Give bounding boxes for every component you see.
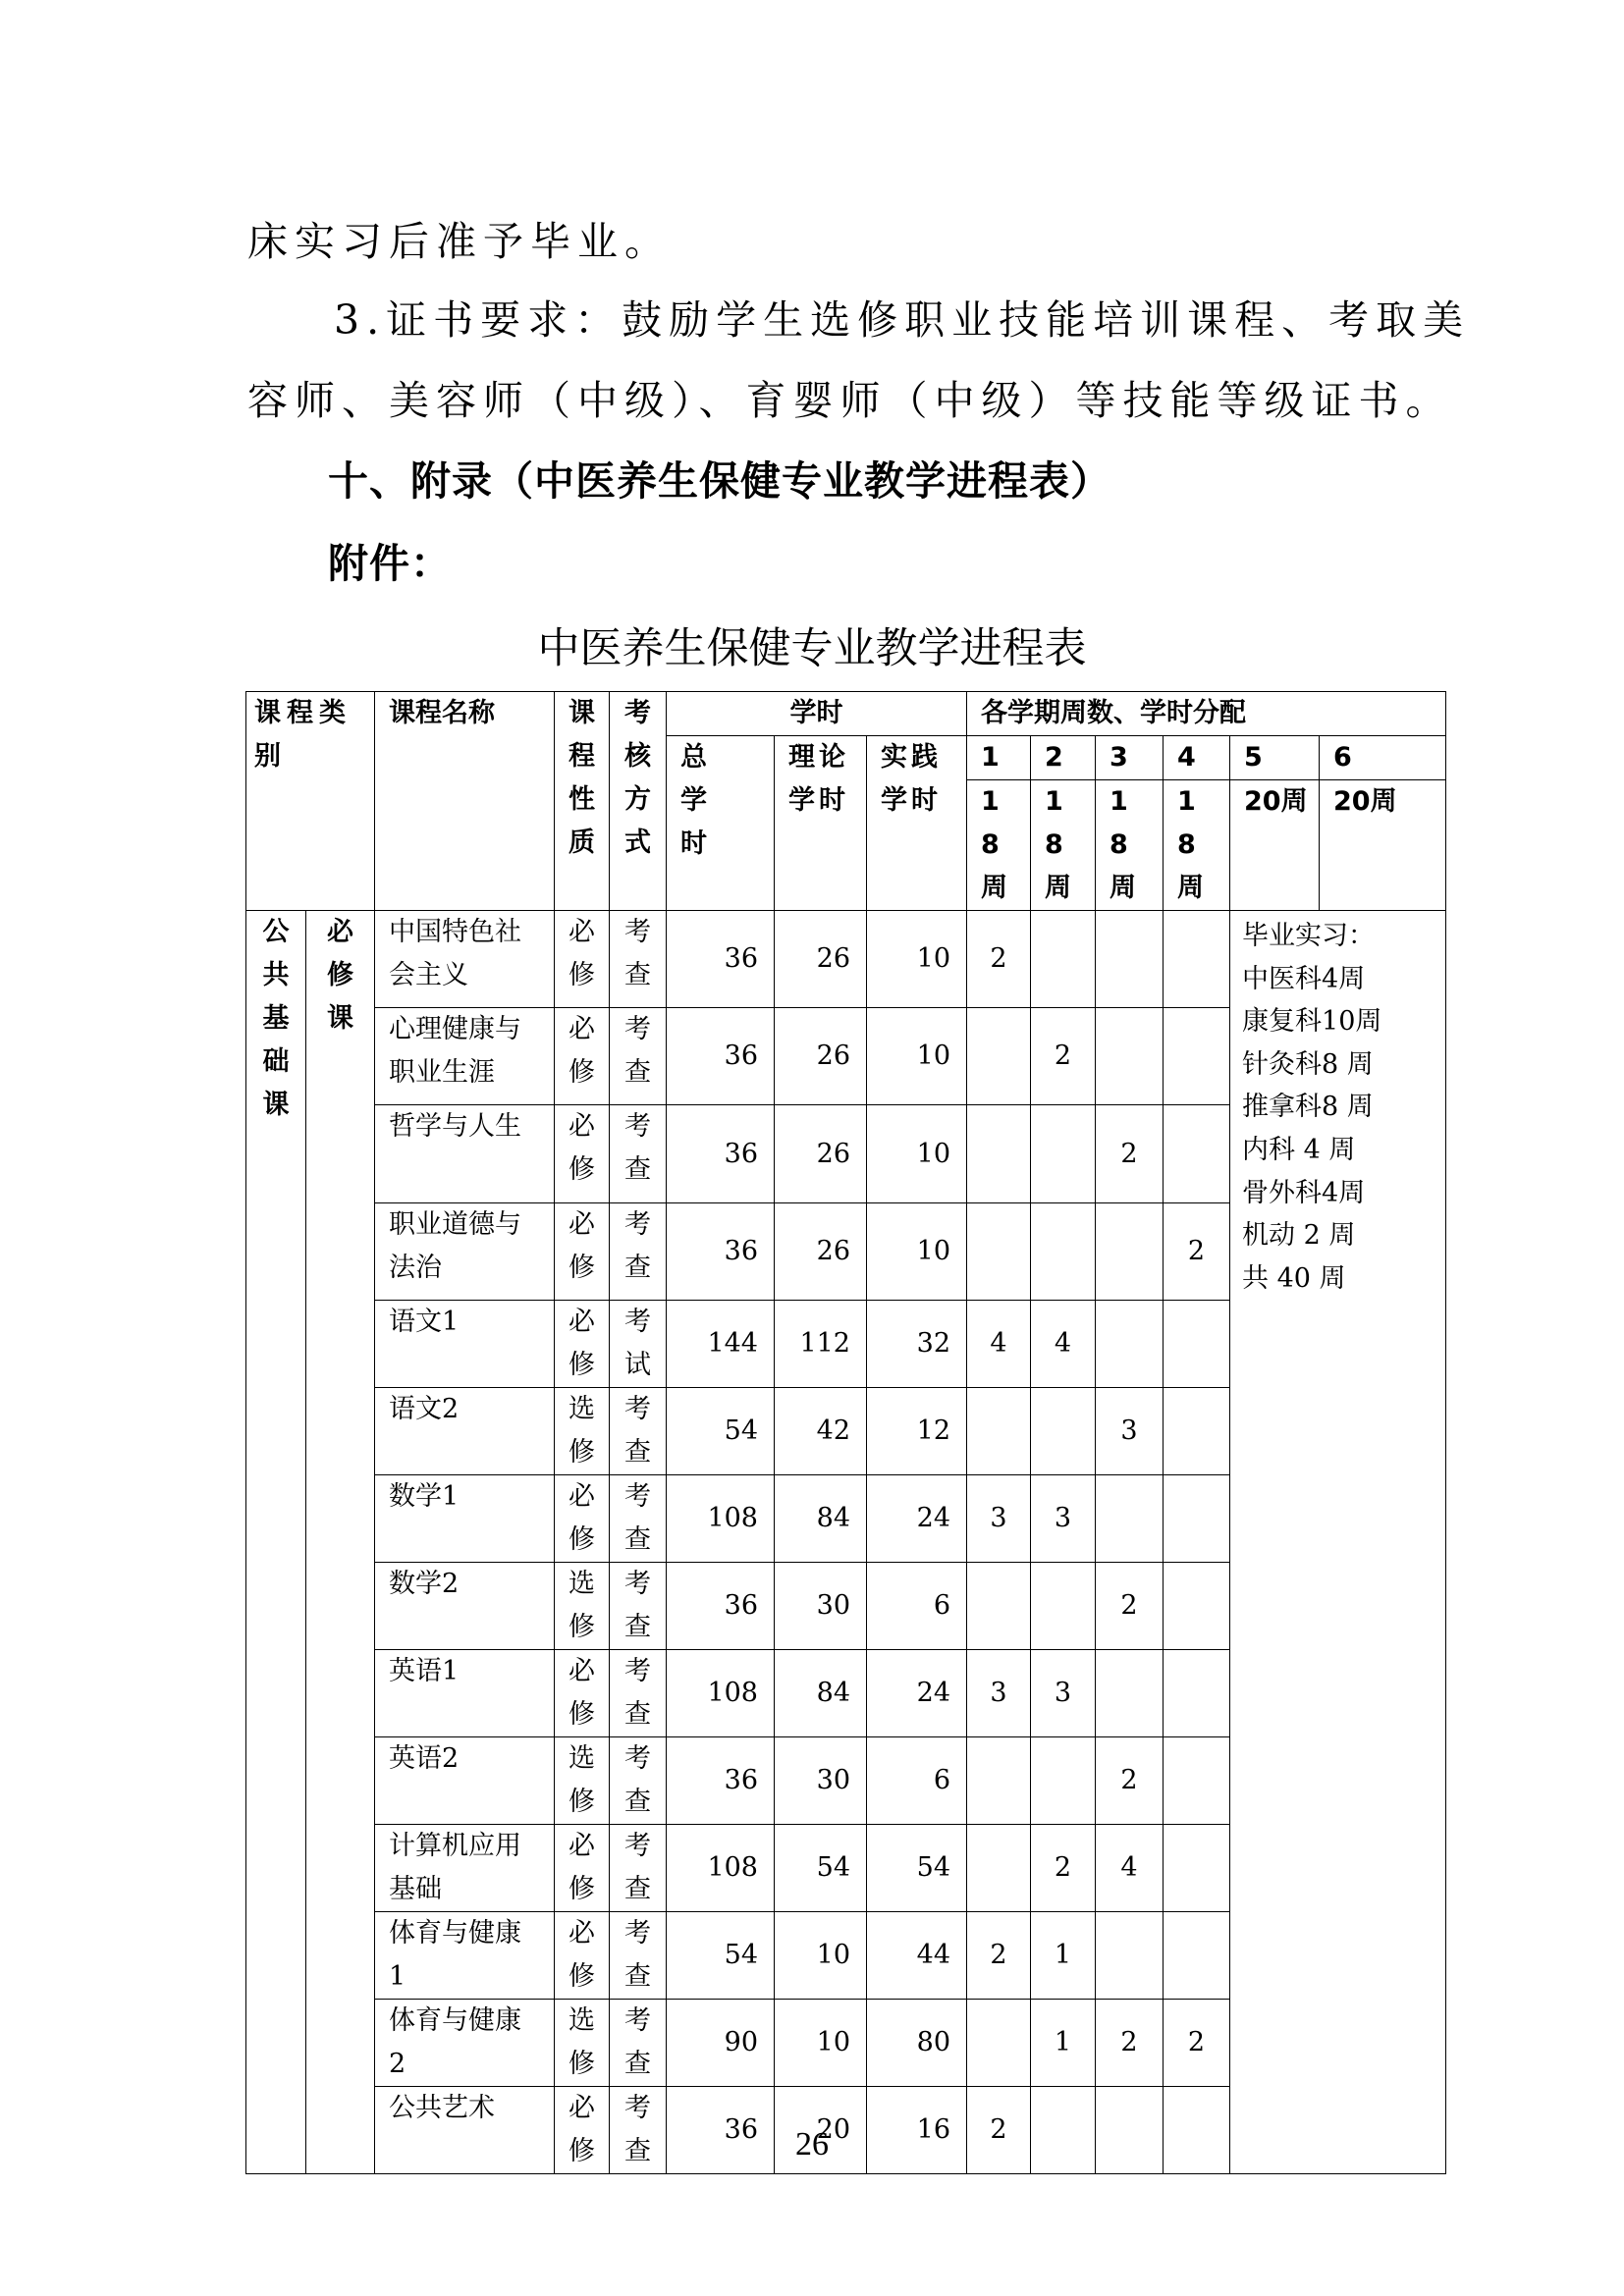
header-semester-3-number: 3 — [1096, 736, 1164, 780]
internship-notes — [1230, 911, 1445, 1300]
course-name-cell — [375, 1911, 555, 1999]
course-nature-char: 修 — [568, 1057, 595, 1089]
assessment-char: 考 — [624, 1014, 651, 1045]
course-name-line: 中国特色社 — [389, 917, 521, 947]
course-name-line: 职业道德与 — [389, 1208, 521, 1240]
semester-4-cell — [1164, 911, 1230, 1008]
semester-1-cell: 2 — [967, 1911, 1031, 1999]
internship-line: 康复科10周 — [1242, 1006, 1382, 1038]
practice-hours-cell: 6 — [867, 1562, 967, 1649]
course-nature-cell — [555, 1202, 610, 1300]
category-sub-cell — [306, 911, 375, 2174]
semester-3-cell — [1096, 1649, 1164, 1736]
category-sub-label: 必修课 — [327, 917, 353, 1034]
course-nature-char: 选 — [568, 1568, 595, 1599]
theory-hours-cell: 30 — [775, 1562, 867, 1649]
assessment-char: 考 — [624, 1917, 651, 1949]
internship-line: 中医科4周 — [1242, 963, 1366, 994]
internship-line: 骨外科4周 — [1242, 1177, 1366, 1208]
internship-cell — [1230, 911, 1446, 1301]
course-nature-char: 修 — [568, 1786, 595, 1817]
course-name-cell — [375, 1387, 555, 1474]
course-nature-char: 选 — [568, 1393, 595, 1424]
course-name-cell — [375, 1202, 555, 1300]
assessment-cell — [610, 1824, 667, 1911]
semester-1-cell — [967, 1999, 1031, 2086]
header-semester-1-number: 1 — [967, 736, 1031, 780]
assessment-char: 查 — [624, 1523, 651, 1555]
body-paragraph-2: 3.证书要求：鼓励学生选修职业技能培训课程、考取美 — [334, 296, 1471, 344]
header-course-nature: 课程性质 — [555, 692, 610, 911]
assessment-char: 查 — [624, 2135, 651, 2166]
assessment-char: 查 — [624, 1786, 651, 1817]
course-name-line: 体育与健康 — [389, 1917, 521, 1949]
semester-1-cell: 3 — [967, 1649, 1031, 1736]
header-total-hours: 总学时 — [667, 736, 775, 911]
semester-2-cell: 1 — [1031, 1911, 1096, 1999]
course-nature-char: 必 — [568, 1111, 595, 1143]
internship-line: 机动 2 周 — [1242, 1220, 1356, 1252]
practice-hours-cell: 12 — [867, 1387, 967, 1474]
semester-3-cell — [1096, 1202, 1164, 1300]
course-name-line: 语文1 — [389, 1306, 460, 1337]
practice-hours-cell: 24 — [867, 1649, 967, 1736]
semester-4-cell — [1164, 1911, 1230, 1999]
assessment-cell — [610, 1105, 667, 1202]
practice-hours-cell: 32 — [867, 1300, 967, 1387]
theory-hours-cell: 42 — [775, 1387, 867, 1474]
course-name-cell — [375, 1105, 555, 1202]
total-hours-cell: 36 — [667, 911, 775, 1008]
course-name-line: 语文2 — [389, 1393, 460, 1424]
semester-4-cell — [1164, 1649, 1230, 1736]
course-name-line: 数学1 — [389, 1480, 460, 1512]
section-heading: 十、附录（中医养生保健专业教学进程表） — [328, 457, 1111, 505]
course-nature-char: 修 — [568, 1611, 595, 1642]
course-name-line: 会主义 — [389, 960, 468, 990]
header-hours-group: 学时 — [667, 692, 967, 736]
course-nature-char: 修 — [568, 1349, 595, 1380]
semester-2-cell — [1031, 1387, 1096, 1474]
course-name-line: 法治 — [389, 1252, 442, 1283]
semester-4-cell — [1164, 1387, 1230, 1474]
semester-3-cell: 2 — [1096, 1105, 1164, 1202]
assessment-cell — [610, 911, 667, 1008]
course-name-cell — [375, 1474, 555, 1562]
course-nature-char: 修 — [568, 1698, 595, 1730]
course-name-line: 2 — [389, 2048, 406, 2079]
header-theory-hours: 理论学时 — [775, 736, 867, 911]
semester-1-cell — [967, 1736, 1031, 1824]
total-hours-cell: 36 — [667, 1008, 775, 1105]
semester-1-cell — [967, 1202, 1031, 1300]
course-name-line: 1 — [389, 1960, 406, 1992]
semester-3-cell: 2 — [1096, 1999, 1164, 2086]
assessment-char: 考 — [624, 1111, 651, 1143]
semester-1-cell: 2 — [967, 2086, 1031, 2173]
internship-line: 毕业实习： — [1242, 921, 1376, 951]
course-nature-char: 必 — [568, 917, 595, 947]
assessment-cell — [610, 1202, 667, 1300]
course-nature-cell — [555, 1105, 610, 1202]
semester-1-cell — [967, 1105, 1031, 1202]
assessment-cell — [610, 1300, 667, 1387]
assessment-cell — [610, 1474, 667, 1562]
course-nature-cell — [555, 1562, 610, 1649]
course-nature-cell — [555, 1387, 610, 1474]
total-hours-cell: 36 — [667, 1202, 775, 1300]
semester-3-cell: 2 — [1096, 1736, 1164, 1824]
course-name-cell — [375, 1736, 555, 1824]
course-name-cell — [375, 1300, 555, 1387]
total-hours-cell: 54 — [667, 1387, 775, 1474]
semester-4-cell — [1164, 1736, 1230, 1824]
table-row — [246, 1300, 1446, 1387]
semester-2-cell — [1031, 1202, 1096, 1300]
theory-hours-cell: 26 — [775, 1105, 867, 1202]
semester-1-cell — [967, 1387, 1031, 1474]
course-nature-char: 修 — [568, 960, 595, 990]
assessment-char: 查 — [624, 1252, 651, 1283]
semester-2-cell: 1 — [1031, 1999, 1096, 2086]
course-nature-cell — [555, 1999, 610, 2086]
header-semester-5-weeks: 20周 — [1230, 780, 1320, 911]
course-nature-char: 必 — [568, 1306, 595, 1337]
total-hours-cell: 90 — [667, 1999, 775, 2086]
header-semester-2-number: 2 — [1031, 736, 1096, 780]
course-nature-cell — [555, 1736, 610, 1824]
assessment-cell — [610, 1008, 667, 1105]
total-hours-cell: 36 — [667, 1562, 775, 1649]
semester-3-cell — [1096, 911, 1164, 1008]
theory-hours-cell: 30 — [775, 1736, 867, 1824]
semester-2-cell — [1031, 911, 1096, 1008]
header-semester-2-weeks: 18周 — [1031, 780, 1096, 911]
assessment-char: 查 — [624, 1057, 651, 1089]
course-nature-char: 修 — [568, 1154, 595, 1186]
theory-hours-cell: 20 — [775, 2086, 867, 2173]
assessment-char: 考 — [624, 2092, 651, 2123]
course-nature-char: 修 — [568, 1252, 595, 1283]
header-semester-5-number: 5 — [1230, 736, 1320, 780]
semester-2-cell — [1031, 1562, 1096, 1649]
category-main-cell — [246, 911, 306, 2174]
course-name-line: 哲学与人生 — [389, 1111, 521, 1143]
course-nature-char: 选 — [568, 2004, 595, 2036]
course-nature-cell — [555, 1911, 610, 1999]
semester-3-cell — [1096, 1008, 1164, 1105]
assessment-char: 查 — [624, 960, 651, 990]
course-name-line: 体育与健康 — [389, 2004, 521, 2036]
theory-hours-cell: 54 — [775, 1824, 867, 1911]
assessment-char: 查 — [624, 1436, 651, 1468]
header-practice-hours: 实践学时 — [867, 736, 967, 911]
header-category: 课程类别 — [246, 692, 375, 911]
assessment-cell — [610, 1649, 667, 1736]
course-name-line: 基础 — [389, 1873, 442, 1904]
semester-4-cell: 2 — [1164, 1999, 1230, 2086]
practice-hours-cell: 54 — [867, 1824, 967, 1911]
practice-hours-cell: 44 — [867, 1911, 967, 1999]
assessment-char: 考 — [624, 1480, 651, 1512]
practice-hours-cell: 10 — [867, 1202, 967, 1300]
course-name-cell — [375, 1562, 555, 1649]
course-name-cell — [375, 911, 555, 1008]
semester-3-cell — [1096, 1911, 1164, 1999]
total-hours-cell: 36 — [667, 1105, 775, 1202]
assessment-cell — [610, 1562, 667, 1649]
practice-hours-cell: 10 — [867, 1105, 967, 1202]
theory-hours-cell: 26 — [775, 1202, 867, 1300]
course-nature-char: 修 — [568, 1873, 595, 1904]
semester-1-cell: 4 — [967, 1300, 1031, 1387]
assessment-char: 查 — [624, 1698, 651, 1730]
total-hours-cell: 54 — [667, 1911, 775, 1999]
course-name-line: 职业生涯 — [389, 1057, 495, 1089]
practice-hours-cell: 10 — [867, 1008, 967, 1105]
assessment-cell — [610, 1736, 667, 1824]
course-nature-cell — [555, 1649, 610, 1736]
semester-4-cell — [1164, 1562, 1230, 1649]
semester-2-cell: 4 — [1031, 1300, 1096, 1387]
total-hours-cell: 108 — [667, 1649, 775, 1736]
semester-2-cell — [1031, 1105, 1096, 1202]
header-semester-3-weeks: 18周 — [1096, 780, 1164, 911]
theory-hours-cell: 84 — [775, 1474, 867, 1562]
assessment-char: 考 — [624, 1208, 651, 1240]
semester-1-cell — [967, 1562, 1031, 1649]
course-nature-cell — [555, 1300, 610, 1387]
category-main-label: 公共基础课 — [262, 917, 290, 1120]
course-name-line: 公共艺术 — [389, 2092, 495, 2123]
semester-4-cell — [1164, 1008, 1230, 1105]
assessment-char: 考 — [624, 1742, 651, 1774]
total-hours-cell: 36 — [667, 1736, 775, 1824]
total-hours-cell: 108 — [667, 1474, 775, 1562]
assessment-char: 考 — [624, 1306, 651, 1337]
header-course-name: 课程名称 — [375, 692, 555, 911]
theory-hours-cell: 26 — [775, 1008, 867, 1105]
assessment-cell — [610, 1999, 667, 2086]
assessment-char: 考 — [624, 1393, 651, 1424]
course-nature-char: 必 — [568, 1655, 595, 1686]
semester-3-cell: 4 — [1096, 1824, 1164, 1911]
assessment-cell — [610, 1387, 667, 1474]
total-hours-cell: 36 — [667, 2086, 775, 2173]
internship-line: 针灸科8 周 — [1242, 1048, 1374, 1080]
course-nature-char: 修 — [568, 2135, 595, 2166]
course-nature-char: 必 — [568, 1014, 595, 1045]
internship-continuation-cell — [1230, 1300, 1446, 2173]
assessment-char: 考 — [624, 2004, 651, 2036]
course-name-line: 英语1 — [389, 1655, 460, 1686]
semester-3-cell — [1096, 1474, 1164, 1562]
course-nature-char: 修 — [568, 1960, 595, 1992]
practice-hours-cell: 10 — [867, 911, 967, 1008]
internship-line: 内科 4 周 — [1242, 1134, 1356, 1165]
body-paragraph-1: 床实习后准予毕业。 — [247, 218, 672, 265]
total-hours-cell: 108 — [667, 1824, 775, 1911]
semester-4-cell — [1164, 1824, 1230, 1911]
course-nature-char: 修 — [568, 2048, 595, 2079]
course-nature-cell — [555, 1008, 610, 1105]
semester-2-cell: 3 — [1031, 1649, 1096, 1736]
assessment-char: 考 — [624, 1655, 651, 1686]
header-semester-1-weeks: 18周 — [967, 780, 1031, 911]
course-nature-cell — [555, 1824, 610, 1911]
practice-hours-cell: 24 — [867, 1474, 967, 1562]
theory-hours-cell: 26 — [775, 911, 867, 1008]
semester-3-cell — [1096, 1300, 1164, 1387]
theory-hours-cell: 10 — [775, 1911, 867, 1999]
header-semester-4-weeks: 18周 — [1164, 780, 1230, 911]
assessment-char: 查 — [624, 1611, 651, 1642]
theory-hours-cell: 84 — [775, 1649, 867, 1736]
course-nature-cell — [555, 911, 610, 1008]
header-semester-group: 各学期周数、学时分配 — [967, 692, 1446, 736]
course-name-cell — [375, 1649, 555, 1736]
assessment-char: 试 — [624, 1349, 651, 1380]
course-name-cell — [375, 1824, 555, 1911]
course-nature-char: 必 — [568, 2092, 595, 2123]
semester-4-cell — [1164, 1474, 1230, 1562]
semester-3-cell: 3 — [1096, 1387, 1164, 1474]
semester-2-cell — [1031, 1736, 1096, 1824]
assessment-char: 考 — [624, 1568, 651, 1599]
internship-line: 共 40 周 — [1242, 1262, 1346, 1294]
course-name-line: 计算机应用 — [389, 1830, 521, 1861]
semester-1-cell: 2 — [967, 911, 1031, 1008]
practice-hours-cell: 6 — [867, 1736, 967, 1824]
practice-hours-cell: 80 — [867, 1999, 967, 2086]
semester-3-cell: 2 — [1096, 1562, 1164, 1649]
semester-1-cell — [967, 1008, 1031, 1105]
assessment-char: 考 — [624, 917, 651, 947]
header-semester-4-number: 4 — [1164, 736, 1230, 780]
semester-4-cell — [1164, 1300, 1230, 1387]
theory-hours-cell: 112 — [775, 1300, 867, 1387]
course-nature-char: 修 — [568, 1436, 595, 1468]
course-nature-char: 必 — [568, 1917, 595, 1949]
semester-4-cell: 2 — [1164, 1202, 1230, 1300]
body-paragraph-3: 容师、美容师（中级）、育婴师（中级）等技能等级证书。 — [247, 377, 1453, 424]
internship-line: 推拿科8 周 — [1242, 1092, 1374, 1123]
course-nature-char: 选 — [568, 1742, 595, 1774]
course-nature-char: 必 — [568, 1480, 595, 1512]
semester-2-cell: 2 — [1031, 1824, 1096, 1911]
course-nature-char: 修 — [568, 1523, 595, 1555]
total-hours-cell: 144 — [667, 1300, 775, 1387]
practice-hours-cell: 16 — [867, 2086, 967, 2173]
header-semester-6-number: 6 — [1320, 736, 1446, 780]
semester-2-cell: 3 — [1031, 1474, 1096, 1562]
course-name-line: 英语2 — [389, 1742, 460, 1774]
attachment-label: 附件： — [328, 540, 452, 587]
page-number: 26 — [795, 2126, 829, 2163]
assessment-char: 查 — [624, 1154, 651, 1186]
teaching-schedule-table — [245, 691, 1446, 2174]
assessment-char: 查 — [624, 1960, 651, 1992]
course-name-line: 数学2 — [389, 1568, 460, 1599]
course-nature-char: 必 — [568, 1208, 595, 1240]
course-name-line: 心理健康与 — [389, 1014, 521, 1045]
course-name-cell — [375, 1008, 555, 1105]
semester-2-cell: 2 — [1031, 1008, 1096, 1105]
assessment-cell — [610, 1911, 667, 1999]
table-title: 中医养生保健专业教学进程表 — [537, 624, 1087, 673]
semester-1-cell: 3 — [967, 1474, 1031, 1562]
header-assessment: 考核方式 — [610, 692, 667, 911]
theory-hours-cell: 10 — [775, 1999, 867, 2086]
course-nature-cell — [555, 1474, 610, 1562]
assessment-char: 查 — [624, 1873, 651, 1904]
course-name-cell — [375, 1999, 555, 2086]
table-row — [246, 911, 1446, 1008]
semester-1-cell — [967, 1824, 1031, 1911]
header-semester-6-weeks: 20周 — [1320, 780, 1446, 911]
semester-4-cell — [1164, 1105, 1230, 1202]
assessment-char: 考 — [624, 1830, 651, 1861]
course-nature-char: 必 — [568, 1830, 595, 1861]
assessment-char: 查 — [624, 2048, 651, 2079]
